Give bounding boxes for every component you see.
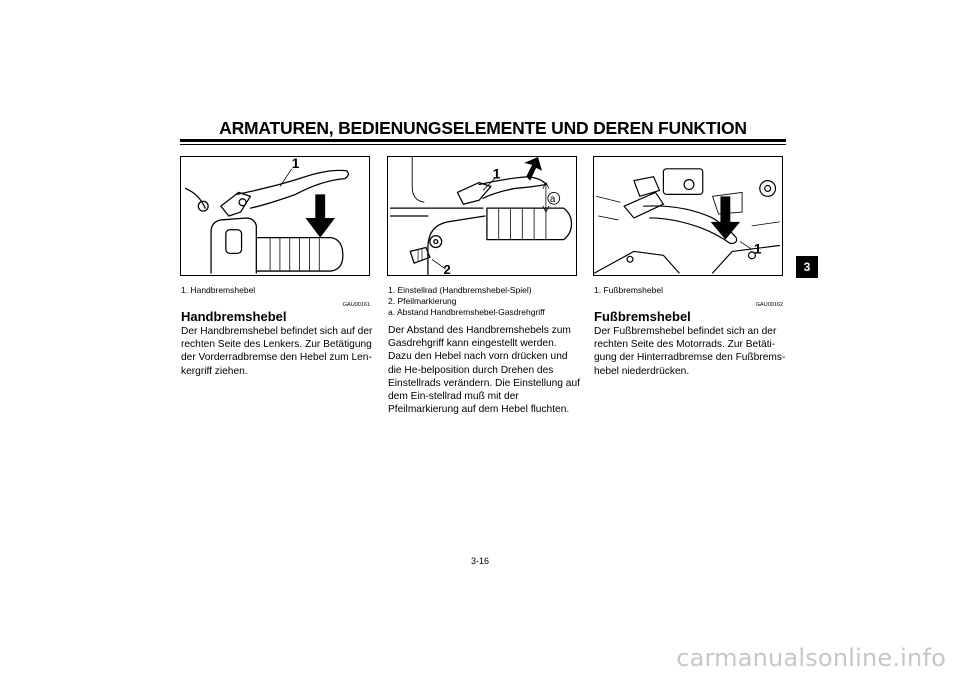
section-heading-fussbremshebel: Fußbremshebel — [594, 309, 691, 324]
reference-code: GAU00162 — [755, 302, 783, 308]
figure-caption: 1. Fußbremshebel — [594, 285, 663, 295]
paragraph: Der Handbremshebel befindet sich auf der rechten Seite des Lenkers. Zur Betätigung der Vorderradbremse den Hebel zum Len-kergriff ziehen. — [181, 326, 373, 377]
section-body-adjustment — [388, 324, 580, 416]
callout-2: 2 — [443, 262, 451, 275]
figure-foot-brake-pedal — [593, 156, 783, 276]
figure-caption: 1. Handbremshebel — [181, 285, 256, 295]
figure-hand-brake-lever — [180, 156, 370, 276]
callout-1: 1 — [492, 166, 501, 182]
section-body-fussbremshebel — [594, 325, 786, 378]
callout-1: 1 — [291, 157, 300, 171]
header-rule-thin — [180, 144, 786, 145]
figure-adjuster-dial — [387, 156, 577, 276]
page-number: 3-16 — [470, 556, 489, 566]
hand-brake-lever-illustration — [181, 157, 369, 275]
foot-brake-pedal-illustration — [594, 157, 782, 275]
callout-1: 1 — [753, 241, 762, 257]
section-heading-handbremshebel: Handbremshebel — [181, 309, 287, 324]
figure-caption: 1. Einstellrad (Handbremshebel-Spiel) — [388, 285, 532, 295]
watermark: carmanualsonline.info — [676, 644, 946, 672]
figure-caption: a. Abstand Handbremshebel-Gasdrehgriff — [388, 307, 545, 317]
paragraph: Der Abstand des Handbremshebels zum Gasdrehgriff kann eingestellt werden. Dazu den Hebel nach vorn drücken und die He-belposition durch Drehen des Einstellrads verändern. Die Einstellung auf dem Ein-stellrad muß mit der Pfeilmarkierung auf dem Hebel fluchten. — [388, 325, 580, 416]
section-body-handbremshebel — [181, 325, 373, 378]
reference-code: GAU00161 — [342, 302, 370, 308]
figure-caption: 2. Pfeilmarkierung — [388, 296, 457, 306]
paragraph: Der Fußbremshebel befindet sich an der rechten Seite des Motorrads. Zur Betäti-gung der Hinterradbremse den Fußbrems-hebel niederdrücken. — [594, 326, 786, 377]
chapter-tab: 3 — [796, 256, 818, 278]
header-rule — [180, 139, 786, 142]
callout-a: a — [549, 194, 556, 206]
page-header: ARMATUREN, BEDIENUNGSELEMENTE UND DEREN FUNKTION — [219, 118, 747, 138]
adjuster-dial-illustration — [388, 157, 576, 275]
